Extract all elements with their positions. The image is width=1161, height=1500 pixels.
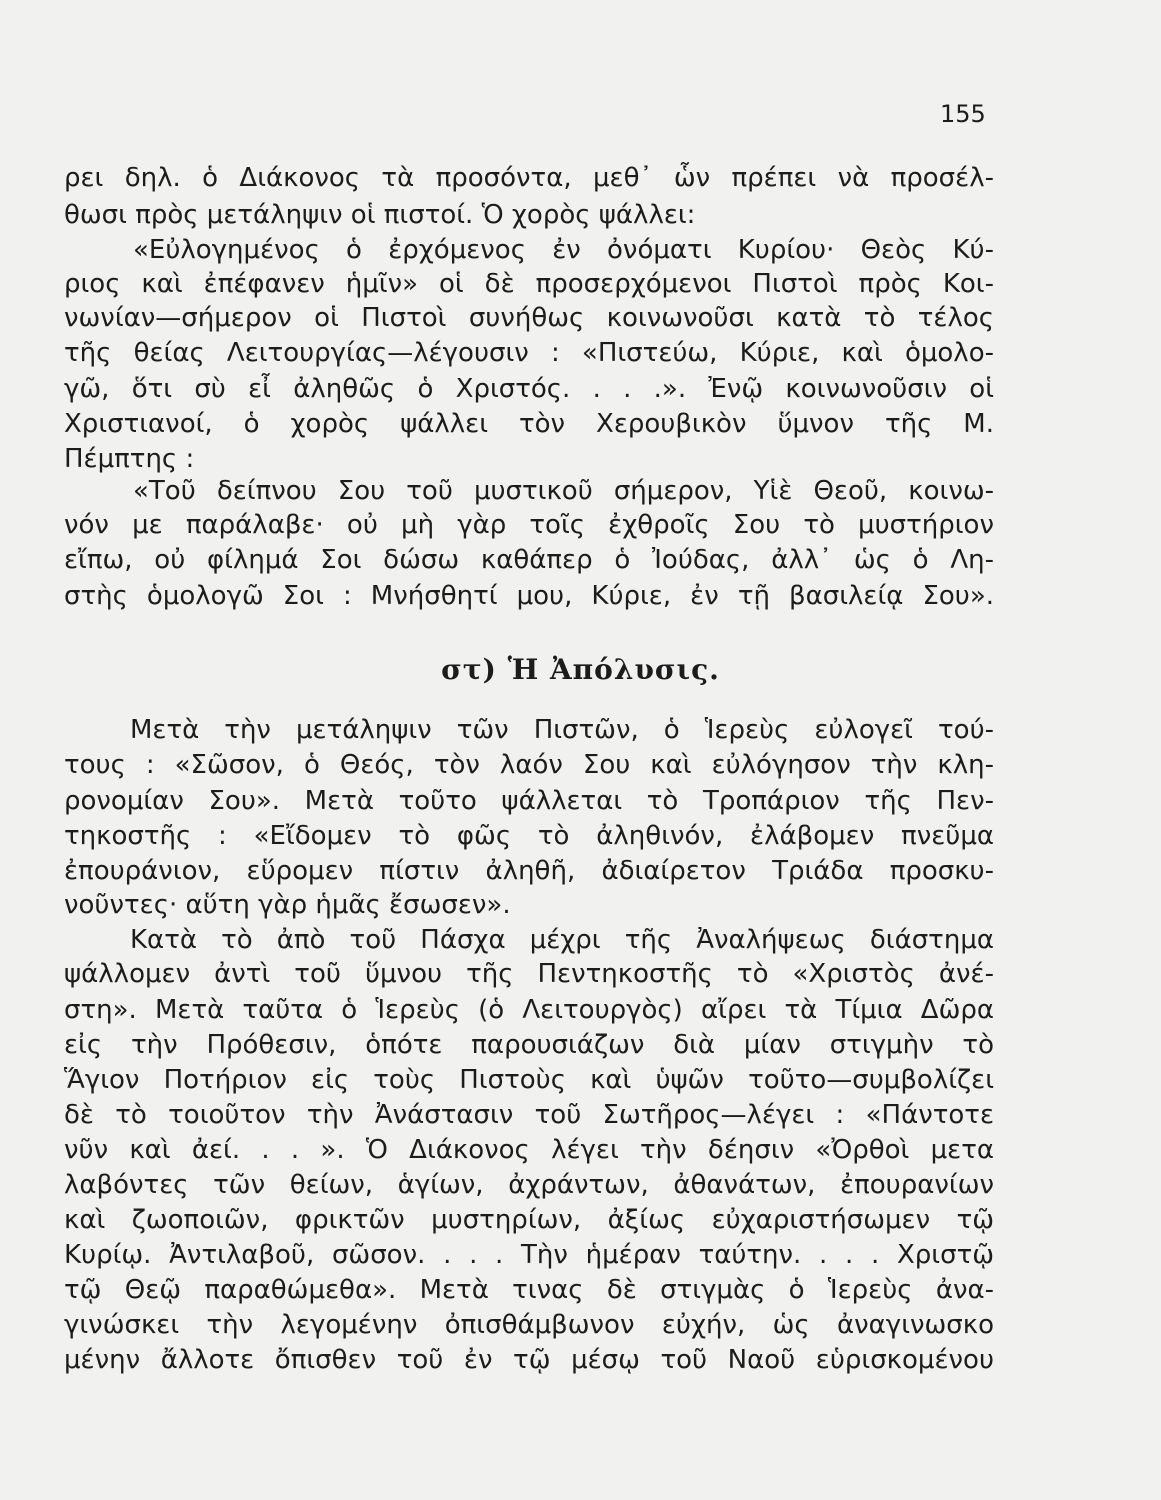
text-line: Κυρίῳ. Ἀντιλαβοῦ, σῶσον. . . . Τὴν ἡμέραν ταύτην. . . . Χριστῷ (64, 1240, 994, 1270)
text-line: τῷ Θεῷ παραθώμεθα». Μετὰ τινας δὲ στιγμὰς ὁ Ἱερεὺς ἀνα- (64, 1275, 994, 1305)
text-line: «Τοῦ δείπνου Σου τοῦ μυστικοῦ σήμερον, Υἱὲ Θεοῦ, κοινω- (133, 476, 994, 506)
text-line: ριος καὶ ἐπέφανεν ἡμῖν» οἱ δὲ προσερχόμενοι Πιστοὶ πρὸς Κοι- (64, 269, 994, 299)
text-line: μένην ἄλλοτε ὄπισθεν τοῦ ἐν τῷ μέσῳ τοῦ Ναοῦ εὑρισκομένου (64, 1345, 994, 1375)
text-line: στη». Μετὰ ταῦτα ὁ Ἱερεὺς (ὁ Λειτουργὸς) αἴρει τὰ Τίμια Δῶρα (64, 995, 994, 1025)
text-line: νῦν καὶ ἀεί. . . ». Ὁ Διάκονος λέγει τὴν δέησιν «Ὀρθοὶ μετα (64, 1135, 994, 1165)
text-line: Πέμπτης : (64, 444, 195, 474)
text-line: δὲ τὸ τοιοῦτον τὴν Ἀνάστασιν τοῦ Σωτῆρος—λέγει : «Πάντοτε (64, 1100, 994, 1130)
text-line: στὴς ὁμολογῶ Σοι : Μνήσθητί μου, Κύριε, ἐν τῇ βασιλείᾳ Σου». (64, 581, 994, 611)
text-line: λαβόντες τῶν θείων, ἁγίων, ἀχράντων, ἀθανάτων, ἐπουρανίων (64, 1170, 994, 1200)
text-line: τῆς θείας Λειτουργίας—λέγουσιν : «Πιστεύω, Κύριε, καὶ ὁμολο- (64, 338, 994, 368)
text-line: Μετὰ τὴν μετάληψιν τῶν Πιστῶν, ὁ Ἱερεὺς εὐλογεῖ τού- (130, 715, 994, 745)
text-line: ρει δηλ. ὁ Διάκονος τὰ προσόντα, μεθ᾽ ὧν πρέπει νὰ προσέλ- (64, 163, 994, 193)
text-line: τηκοστῆς : «Εἴδομεν τὸ φῶς τὸ ἀληθινόν, ἐλάβομεν πνεῦμα (64, 821, 994, 851)
text-line: νοῦντες· αὕτη γὰρ ἡμᾶς ἔσωσεν». (64, 890, 511, 920)
section-heading: στ) Ἡ Ἀπόλυσις. (441, 653, 720, 686)
text-line: Κατὰ τὸ ἀπὸ τοῦ Πάσχα μέχρι τῆς Ἀναλήψεως διάστημα (130, 925, 994, 955)
text-line: γῶ, ὅτι σὺ εἶ ἀληθῶς ὁ Χριστός. . . .». Ἐνῷ κοινωνοῦσιν οἱ (64, 374, 994, 404)
text-line: ρονομίαν Σου». Μετὰ τοῦτο ψάλλεται τὸ Τροπάριον τῆς Πεν- (64, 786, 994, 816)
text-line: ψάλλομεν ἀντὶ τοῦ ὕμνου τῆς Πεντηκοστῆς τὸ «Χριστὸς ἀνέ- (64, 959, 994, 989)
text-line: τους : «Σῶσον, ὁ Θεός, τὸν λαόν Σου καὶ εὐλόγησον τὴν κλη- (64, 750, 994, 780)
text-line: γινώσκει τὴν λεγομένην ὀπισθάμβωνον εὐχήν, ὡς ἀναγινωσκο (64, 1310, 994, 1340)
text-line: θωσι πρὸς μετάληψιν οἱ πιστοί. Ὁ χορὸς ψάλλει: (64, 200, 696, 230)
text-line: «Εὐλογημένος ὁ ἐρχόμενος ἐν ὀνόματι Κυρίου· Θεὸς Κύ- (133, 235, 994, 265)
text-line: εἰς τὴν Πρόθεσιν, ὁπότε παρουσιάζων διὰ μίαν στιγμὴν τὸ (64, 1030, 994, 1060)
text-line: νωνίαν—σήμερον οἱ Πιστοὶ συνήθως κοινωνοῦσι κατὰ τὸ τέλος (64, 303, 994, 333)
text-line: Ἅγιον Ποτήριον εἰς τοὺς Πιστοὺς καὶ ὑψῶν τοῦτο—συμβολίζει (64, 1065, 994, 1095)
text-line: Χριστιανοί, ὁ χορὸς ψάλλει τὸν Χερουβικὸν ὕμνον τῆς Μ. (64, 409, 994, 439)
text-line: εἴπω, οὐ φίλημά Σοι δώσω καθάπερ ὁ Ἰούδας, ἀλλ᾽ ὡς ὁ Λη- (64, 545, 994, 575)
text-line: νόν με παράλαβε· οὐ μὴ γὰρ τοῖς ἐχθροῖς Σου τὸ μυστήριον (64, 510, 994, 540)
page-number: 155 (940, 100, 986, 128)
text-line: καὶ ζωοποιῶν, φρικτῶν μυστηρίων, ἀξίως εὐχαριστήσωμεν τῷ (64, 1205, 994, 1235)
text-line: ἐπουράνιον, εὕρομεν πίστιν ἀληθῆ, ἀδιαίρετον Τριάδα προσκυ- (64, 856, 994, 886)
